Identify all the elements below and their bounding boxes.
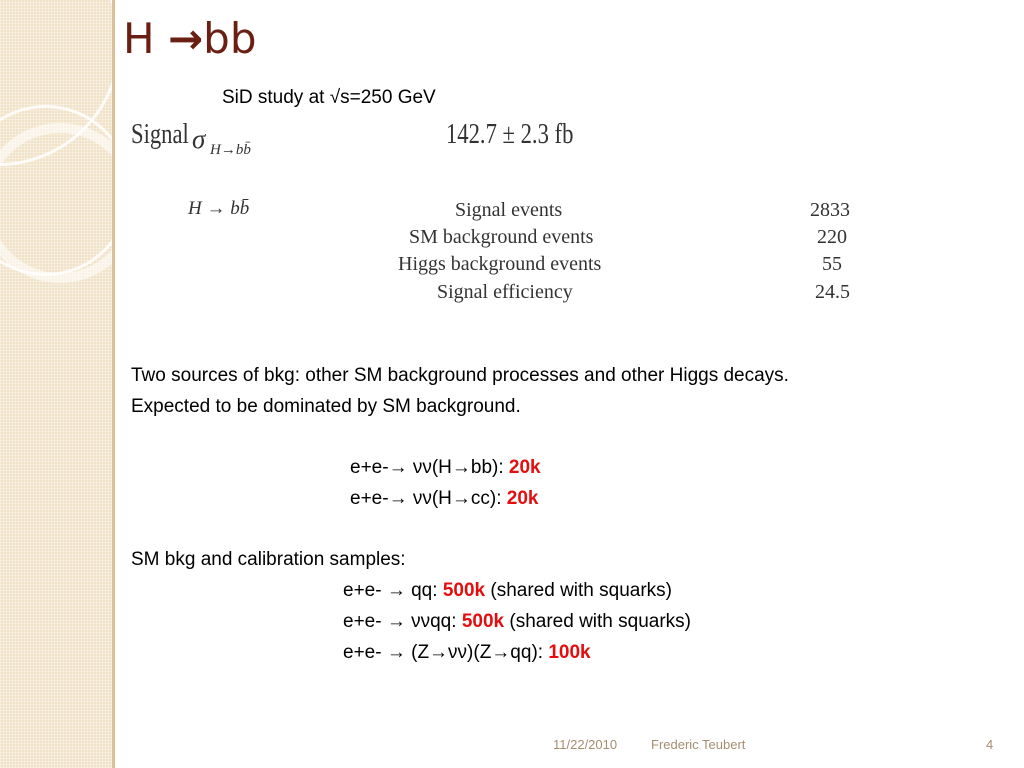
body-line-1: Two sources of bkg: other SM background processes and other Higgs decays. [131, 365, 789, 386]
calibration-sample [343, 611, 691, 633]
table-row-label: Signal efficiency [437, 281, 573, 303]
sample-process: e+e- [350, 488, 389, 509]
sample-count: 100k [548, 642, 591, 663]
subtitle: SiD study at √s=250 GeV [222, 87, 436, 108]
arrow-icon: → [451, 457, 471, 478]
sidebar-border [112, 0, 115, 768]
table-row-label: Higgs background events [398, 253, 602, 275]
arrow-icon: → [388, 488, 408, 509]
sample-process: cc): [470, 488, 507, 509]
table-row-value: 220 [817, 226, 847, 248]
calibration-sample [343, 642, 591, 664]
sigma-symbol: σ [192, 124, 206, 154]
title-prefix: H [123, 14, 155, 63]
cross-section-value: 142.7 ± 2.3 fb [446, 118, 574, 150]
sample-process: e+e- → qq: [343, 580, 443, 601]
sample-process: νν(H [407, 488, 452, 509]
sample-count: 20k [506, 488, 539, 509]
sample-count: 20k [508, 457, 541, 478]
arrow-icon: → [167, 14, 204, 63]
body-line-2: Expected to be dominated by SM background. [131, 396, 521, 417]
signal-sample [350, 488, 538, 510]
footer-date: 11/22/2010 [553, 737, 618, 752]
decorative-sidebar [0, 0, 112, 768]
calibration-sample [343, 580, 672, 602]
table-row-label: SM background events [409, 226, 594, 248]
title-suffix: bb [203, 14, 257, 63]
sample-note: (shared with squarks) [485, 580, 672, 601]
decay-channel: H → bb̄ [188, 198, 250, 219]
sigma-subscript: H→bb̄ [210, 142, 251, 158]
page-number: 4 [986, 737, 994, 752]
sample-process: νν(H [407, 457, 452, 478]
sample-count: 500k [461, 611, 505, 632]
sample-process: bb): [470, 457, 509, 478]
sample-process: e+e- [350, 457, 389, 478]
sample-process: e+e- → (Z→νν)(Z→qq): [343, 642, 549, 663]
arrow-icon: → [388, 457, 408, 478]
signal-sample [350, 457, 541, 479]
table-row-value: 2833 [810, 199, 850, 221]
sample-note: (shared with squarks) [504, 611, 691, 632]
table-row-label: Signal events [455, 199, 563, 221]
table-row-value: 24.5 [815, 281, 850, 303]
slide-title [123, 14, 256, 63]
calibration-heading: SM bkg and calibration samples: [131, 549, 406, 570]
sample-count: 500k [442, 580, 486, 601]
footer-author: Frederic Teubert [651, 737, 746, 752]
arrow-icon: → [451, 488, 471, 509]
table-row-value: 55 [822, 253, 842, 275]
signal-label: Signal [131, 118, 189, 150]
sample-process: e+e- → ννqq: [343, 611, 462, 632]
